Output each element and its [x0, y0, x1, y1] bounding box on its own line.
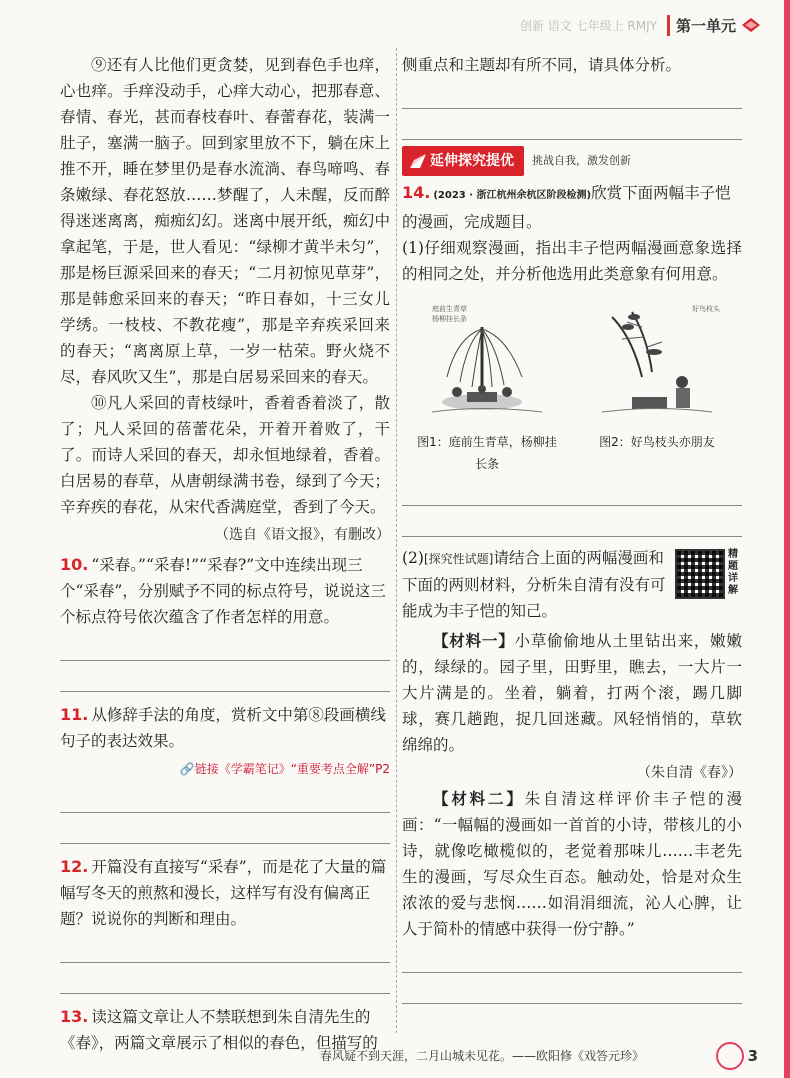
question-11 [60, 702, 390, 754]
question-text: 读这篇文章让人不禁联想到朱自清先生的《春》，两篇文章展示了相似的春色，但描写的 [60, 1008, 378, 1052]
material-1-source: （朱自清《春》） [637, 765, 742, 781]
question-13-continued: 侧重点和主题却有所不同，请具体分析。 [402, 56, 682, 74]
part-label: (2) [402, 549, 424, 567]
figures-row [402, 297, 742, 475]
right-column [402, 52, 742, 1004]
material-2-text: 朱自清这样评价丰子恺的漫画：“一幅幅的漫画如一首首的小诗，带核儿的小诗，就像吃橄榄似的，老觉着那味儿……丰老先生的漫画，写尽众生百态。触动处，恰是对众生浓浓的爱与悲悯……如涓涓细流，沁人心脾，让人于简朴的情感中获得一份宁静。” [402, 790, 742, 938]
paragraph-10: ⑩凡人采回的青枝绿叶，香着香着淡了，散了；凡人采回的蓓蕾花朵，开着开着败了，干了。而诗人采回的春天，却永恒地绿着，香着。白居易的春草，从唐朝绿满书卷，绿到了今天；辛弃疾的春花，从宋代香满庭堂，香到了今天。 [60, 394, 390, 516]
material-1 [402, 628, 742, 758]
page-number-block [716, 1042, 758, 1070]
material-2-label: 【材料二】 [433, 789, 525, 808]
reference-link-text: 链接《学霸笔记》“重要考点全解”P2 [194, 762, 390, 776]
answer-line[interactable] [60, 963, 390, 994]
figure-2-caption: 图2：好鸟枝头亦朋友 [599, 435, 715, 449]
question-14-part-2 [402, 545, 742, 624]
question-14-part-1: (1)仔细观察漫画，指出丰子恺两幅漫画意象选择的相同之处，并分析他选用此类意象有何用意。 [402, 239, 742, 283]
material-2 [402, 786, 742, 942]
footer-quote: 春风疑不到天涯，二月山城未见花。——欧阳修《戏答元珍》 [320, 1049, 645, 1063]
answer-line[interactable] [60, 782, 390, 813]
page-header [520, 10, 760, 40]
reference-link[interactable] [60, 756, 390, 782]
question-text: 开篇没有直接写“采春”，而是花了大量的篇幅写冬天的煎熬和漫长，这样写有没有偏离正题？说说你的判断和理由。 [60, 858, 387, 928]
material-1-label: 【材料一】 [433, 631, 515, 650]
question-number: 12. [60, 857, 89, 876]
qr-code-block[interactable] [675, 549, 742, 599]
page-number-circle-icon [716, 1042, 744, 1070]
svg-text:庭前生青草: 庭前生青草 [432, 305, 467, 313]
svg-text:杨柳挂长条: 杨柳挂长条 [432, 315, 467, 323]
banner-title-box [402, 146, 524, 176]
answer-line[interactable] [402, 475, 742, 506]
answer-line[interactable] [60, 932, 390, 963]
article-source: （选自《语文报》，有删改） [215, 527, 390, 543]
header-faint-text: 创新 语文 七年级上 RMJY [519, 18, 657, 33]
figure-1 [417, 297, 557, 475]
question-14 [402, 180, 742, 235]
section-banner [402, 146, 742, 176]
banner-subtitle: 挑战自我，激发创新 [532, 154, 631, 167]
paragraph-9: ⑨还有人比他们更贪婪，见到春色手也痒，心也痒。手痒没动手，心痒大动心，把那春意、春情、春光，甚而春枝春叶、春蕾春花，装满一肚子，塞满一脑子。回到家里放不下，躺在床上推不开，睡在梦里仍是春水流淌、春鸟啼鸣、春条嫩绿、春花怒放……梦醒了，人未醒，反而醉得迷迷离离，痴痴幻幻。迷离中展开纸，痴幻中拿起笔，于是，世人看见：“绿柳才黄半未匀”，那是杨巨源采回来的春天；“二月初惊见草芽”，那是韩愈采回来的春天；“昨日春如，十三女儿学绣。一枝枝、不教花瘦”，那是辛弃疾采回来的春天；“离离原上草，一岁一枯荣。野火烧不尽，春风吹又生”，那是白居易采回来的春天。 [60, 56, 390, 386]
bird-branch-illustration [592, 297, 722, 427]
question-12 [60, 854, 390, 932]
material-1-text: 小草偷偷地从土里钻出来，嫩嫩的，绿绿的。园子里，田野里，瞧去，一大片一大片满是的。坐着，躺着，打两个滚，踢几脚球，赛几趟跑，捉几回迷藏。风轻悄悄的，草软绵绵的。 [402, 632, 742, 754]
rocket-icon [410, 154, 426, 168]
banner-title: 延伸探究提优 [430, 153, 514, 169]
question-type-tag: [探究性试题] [423, 552, 494, 566]
answer-line[interactable] [402, 78, 742, 109]
question-source: (2023 · 浙江杭州余杭区阶段检测) [433, 190, 592, 201]
answer-line[interactable] [402, 942, 742, 973]
page-edge-stripe [784, 0, 790, 1078]
answer-line[interactable] [60, 813, 390, 844]
figure-1-caption: 图1：庭前生青草，杨柳挂长条 [417, 435, 557, 471]
book-icon [742, 18, 760, 32]
question-text: 从修辞手法的角度，赏析文中第⑧段画横线句子的表达效果。 [60, 706, 386, 750]
link-icon: 🔗 [179, 762, 195, 776]
figure-2 [587, 297, 727, 475]
question-text: 欣赏下面两幅丰子恺的漫画，完成题目。 [402, 184, 731, 231]
question-text: “采春。”“采春!”“采春?”文中连续出现三个“采春”，分别赋予不同的标点符号，说说这三个标点符号依次蕴含了作者怎样的用意。 [60, 556, 386, 626]
question-number: 11. [60, 705, 89, 724]
answer-line[interactable] [60, 630, 390, 661]
page-number: 3 [747, 1047, 758, 1065]
willow-illustration [422, 297, 552, 427]
qr-label: 精题详解 [728, 549, 738, 596]
svg-text:好鸟枝头: 好鸟枝头 [692, 305, 720, 313]
unit-title: 第一单元 [667, 15, 736, 36]
answer-line[interactable] [402, 973, 742, 1004]
question-number: 14. [402, 183, 431, 202]
answer-line[interactable] [60, 661, 390, 692]
question-10 [60, 552, 390, 630]
question-number: 10. [60, 555, 89, 574]
left-column [60, 52, 390, 1056]
question-text: 请结合上面的两幅漫画和下面的两则材料，分析朱自清有没有可能成为丰子恺的知己。 [402, 549, 666, 620]
column-divider [396, 48, 397, 1033]
answer-line[interactable] [402, 109, 742, 140]
question-number: 13. [60, 1007, 89, 1026]
qr-code-icon[interactable] [675, 549, 725, 599]
answer-line[interactable] [402, 506, 742, 537]
